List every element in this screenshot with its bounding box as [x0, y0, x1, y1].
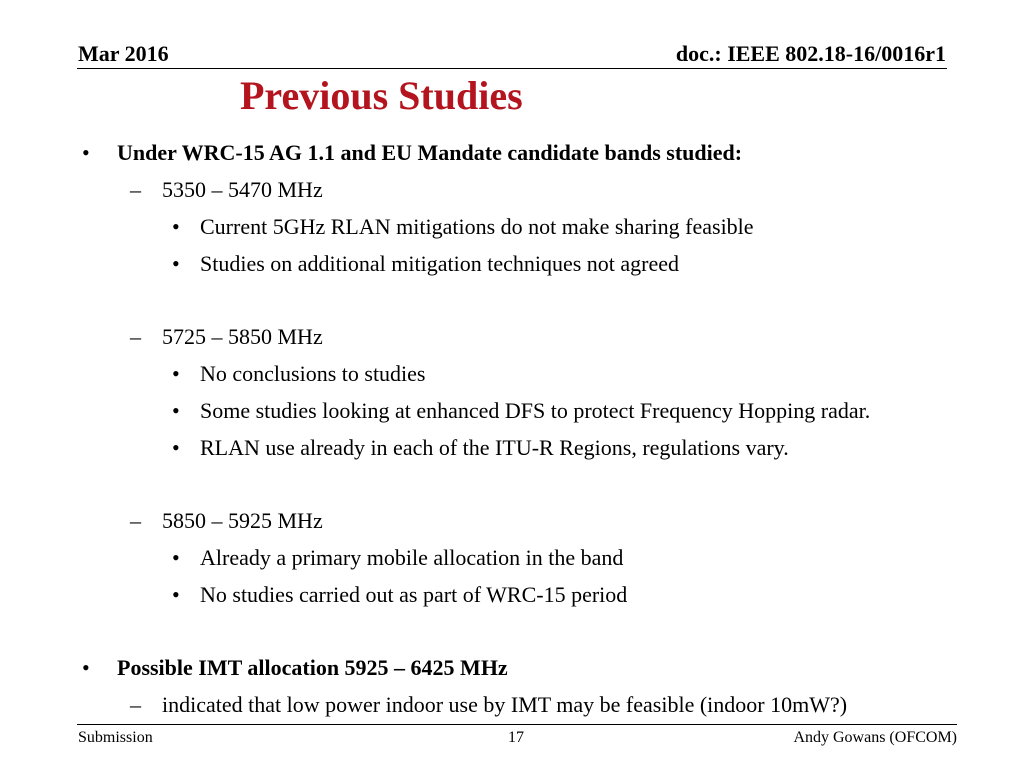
bullet-item — [0, 208, 1024, 245]
bullet-marker: • — [172, 251, 180, 276]
footer-page-number: 17 — [508, 729, 524, 746]
bullet-item — [0, 686, 1024, 723]
bullet-text: 5725 – 5850 MHz — [162, 324, 323, 349]
bullet-marker: – — [130, 324, 141, 349]
slide-title: Previous Studies — [240, 73, 523, 118]
bullet-text: No studies carried out as part of WRC-15 period — [200, 582, 628, 607]
bullet-text: Current 5GHz RLAN mitigations do not make sharing feasible — [200, 214, 754, 239]
bullet-text: RLAN use already in each of the ITU-R Regions, regulations vary. — [200, 435, 789, 460]
header-rule — [77, 68, 947, 69]
bullet-item — [0, 649, 1024, 686]
bullet-item — [0, 134, 1024, 171]
footer-rule — [77, 724, 957, 725]
bullet-text: Possible IMT allocation 5925 – 6425 MHz — [117, 655, 508, 680]
bullet-item — [0, 245, 1024, 282]
bullet-marker: • — [82, 140, 90, 165]
bullet-text: 5850 – 5925 MHz — [162, 508, 323, 533]
bullet-item — [0, 318, 1024, 355]
bullet-item — [0, 355, 1024, 392]
header-doc-id: doc.: IEEE 802.18-16/0016r1 — [675, 41, 946, 66]
bullet-item — [0, 502, 1024, 539]
bullet-text: indicated that low power indoor use by IMT may be feasible (indoor 10mW?) — [162, 692, 848, 717]
bullet-marker: • — [172, 398, 180, 423]
bullet-text: Studies on additional mitigation techniques not agreed — [200, 251, 680, 276]
bullet-marker: – — [130, 508, 141, 533]
bullet-item — [0, 171, 1024, 208]
bullet-text: No conclusions to studies — [200, 361, 426, 386]
header-date: Mar 2016 — [78, 41, 169, 66]
bullet-text: 5350 – 5470 MHz — [162, 177, 323, 202]
bullet-text: Some studies looking at enhanced DFS to protect Frequency Hopping radar. — [200, 398, 871, 423]
bullet-marker: • — [172, 361, 180, 386]
bullet-marker: • — [172, 545, 180, 570]
footer-submission: Submission — [78, 729, 153, 746]
bullet-item — [0, 539, 1024, 576]
bullet-item — [0, 392, 1024, 429]
bullet-item — [0, 576, 1024, 613]
bullet-text: Already a primary mobile allocation in the band — [200, 545, 624, 570]
bullet-text: Under WRC-15 AG 1.1 and EU Mandate candidate bands studied: — [117, 140, 743, 165]
bullet-marker: • — [172, 582, 180, 607]
bullet-marker: • — [172, 214, 180, 239]
bullet-marker: – — [130, 692, 141, 717]
bullet-marker: • — [172, 435, 180, 460]
bullet-item — [0, 429, 1024, 466]
footer-author: Andy Gowans (OFCOM) — [793, 729, 957, 746]
bullet-marker: • — [82, 655, 90, 680]
bullet-marker: – — [130, 177, 141, 202]
